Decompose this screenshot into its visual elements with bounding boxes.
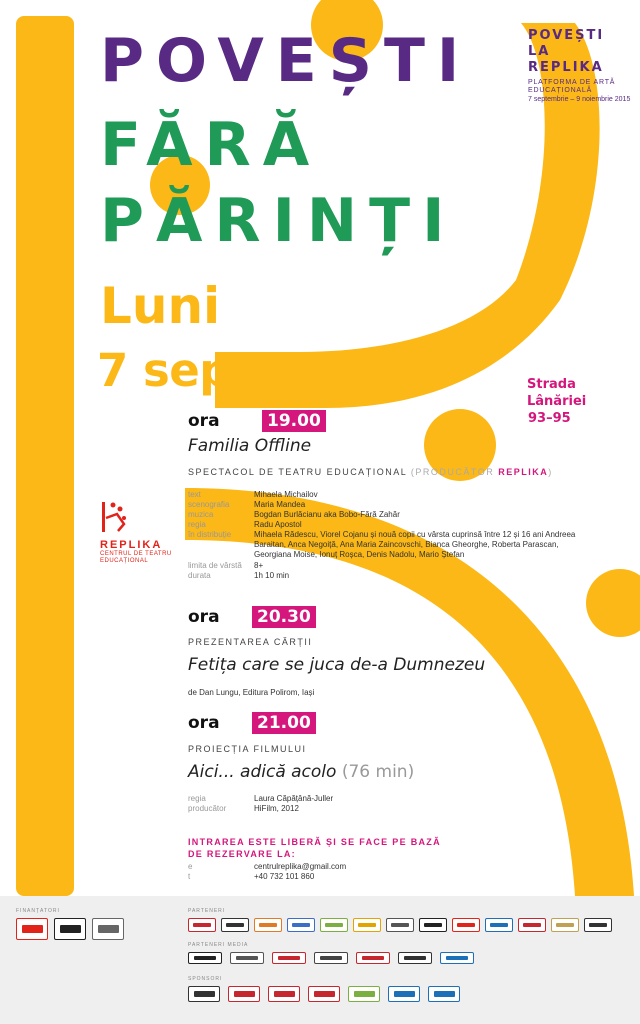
sponsor-logo — [188, 986, 220, 1002]
credit-label: scenografia — [188, 500, 230, 509]
address-street: Strada Lânăriei — [527, 377, 587, 409]
event-2-byline: de Dan Lungu, Editura Polirom, Iași — [188, 688, 315, 697]
event-1-time-row — [188, 410, 326, 432]
title-line-3: PĂRINȚI — [100, 186, 457, 256]
media-partner-logo-mark — [278, 956, 300, 960]
partner-logo — [320, 918, 348, 932]
media-partner-logo-mark — [446, 956, 468, 960]
partner-logo-mark — [556, 923, 574, 928]
sponsor-logo — [388, 986, 420, 1002]
partner-logo-mark — [292, 923, 310, 928]
event-1-producer-name: REPLIKA — [498, 467, 549, 477]
event-3-title: Aici... adică acolo — [188, 762, 337, 782]
partner-logo — [419, 918, 447, 932]
media-partner-logo-mark — [236, 956, 258, 960]
partner-logo — [353, 918, 381, 932]
event-3-time-row — [188, 712, 316, 734]
brand-dates: 7 septembrie – 9 noiembrie 2015 — [528, 96, 631, 103]
credit-label: regia — [188, 794, 206, 803]
media-partner-logo — [230, 952, 264, 964]
sponsor-logo — [428, 986, 460, 1002]
media-partner-logo-mark — [404, 956, 426, 960]
credit-row — [188, 530, 584, 560]
credit-label: producător — [188, 804, 227, 813]
sponsor-logo-mark — [274, 991, 295, 997]
event-2-ora-label: ora — [188, 607, 220, 627]
credit-label: în distribuție — [188, 530, 232, 539]
parteneri-media-label: PARTENERI MEDIA — [188, 942, 249, 948]
festival-brand — [528, 28, 638, 104]
event-3-credits — [188, 794, 584, 814]
partner-logo-mark — [358, 923, 376, 928]
date-label: 7 septembrie — [97, 344, 427, 397]
credit-label: limita de vârstă — [188, 561, 242, 570]
partner-logo-mark — [193, 923, 211, 928]
credit-label: durata — [188, 571, 211, 580]
funder-logo-mark — [22, 925, 43, 933]
sponsor-logo — [348, 986, 380, 1002]
partner-logo — [584, 918, 612, 932]
brand-line-3: REPLIKA — [528, 60, 604, 75]
sponsor-logo-mark — [434, 991, 455, 997]
brand-line-2: LA — [528, 44, 551, 59]
credit-value: Laura Căpățână-Juller — [254, 794, 334, 803]
event-3-title-row — [188, 762, 414, 782]
replika-logo — [100, 500, 180, 565]
partner-logo-mark — [490, 923, 508, 928]
credit-row — [188, 561, 584, 571]
sponsori-label: SPONSORI — [188, 976, 223, 982]
title-line-2: FĂRĂ — [100, 110, 322, 180]
event-1-ora-label: ora — [188, 411, 220, 431]
day-label: Luni — [100, 277, 221, 335]
event-2-title: Fetița care se juca de-a Dumnezeu — [188, 655, 486, 675]
credit-value: Radu Apostol — [254, 520, 302, 529]
credit-row — [188, 804, 584, 814]
credit-row — [188, 794, 584, 804]
phone-label: t — [188, 872, 191, 881]
event-3-time-badge: 21.00 — [252, 712, 316, 734]
sponsor-logo — [268, 986, 300, 1002]
phone-row — [188, 872, 584, 882]
venue-address — [527, 376, 637, 427]
credit-row — [188, 490, 584, 500]
address-number: 93–95 — [528, 411, 571, 426]
partner-logo — [551, 918, 579, 932]
partner-logo-mark — [391, 923, 409, 928]
partner-logo-mark — [523, 923, 541, 928]
parteneri-label: PARTENERI — [188, 908, 226, 914]
credit-row — [188, 520, 584, 530]
credit-row — [188, 510, 584, 520]
partner-logo — [188, 918, 216, 932]
email-label: e — [188, 862, 193, 871]
left-vertical-bar — [16, 16, 74, 896]
logo-subtitle-2: EDUCAȚIONAL — [100, 558, 149, 564]
event-3-subtitle: PROIECȚIA FILMULUI — [188, 744, 307, 754]
media-partner-logo — [188, 952, 222, 964]
partner-logo-mark — [457, 923, 475, 928]
credit-value: Mihaela Michailov — [254, 490, 318, 499]
brand-subtitle-2: EDUCAȚIONALĂ — [528, 87, 593, 94]
contact-rows — [188, 862, 584, 882]
partner-logo — [452, 918, 480, 932]
entry-line-2: DE REZERVARE LA: — [188, 849, 296, 859]
event-1-subtitle-row — [188, 467, 553, 477]
finantatori-label: FINANȚATORI — [16, 908, 60, 914]
logo-subtitle-1: CENTRUL DE TEATRU — [100, 551, 172, 557]
event-1-producer-close: ) — [548, 467, 553, 477]
event-2-time-row — [188, 606, 316, 628]
partner-logo-mark — [259, 923, 277, 928]
event-1-time-badge: 19.00 — [262, 410, 326, 432]
event-1-producer-open: (PRODUCĂTOR — [410, 467, 499, 477]
partner-logo — [254, 918, 282, 932]
event-2-subtitle: PREZENTAREA CĂRȚII — [188, 637, 313, 647]
brand-subtitle-1: PLATFORMA DE ARTĂ — [528, 79, 616, 86]
partner-logo-mark — [226, 923, 244, 928]
entry-info — [188, 836, 584, 882]
media-partner-logo-mark — [362, 956, 384, 960]
partner-logo-mark — [424, 923, 442, 928]
sponsor-logo-mark — [354, 991, 375, 997]
sponsor-logo-mark — [194, 991, 215, 997]
brand-line-1: POVEȘTI — [528, 28, 605, 43]
partner-logo — [518, 918, 546, 932]
media-partner-logo-mark — [320, 956, 342, 960]
title-line-1: POVEȘTI — [100, 26, 472, 96]
credit-value: Mihaela Rădescu, Viorel Cojanu și nouă copii cu vârsta cuprinsă între 12 și 16 ani Andreea Baraitan, Anca Negoiță, Ana Maria Zaincovschi, Bianca Gheorghe, Roberta Parascan, Georgiana Moise, Ionuț Roșca, Denis Nadolu, Mario Ștefan — [254, 530, 576, 559]
credit-row — [188, 500, 584, 510]
credit-label: muzica — [188, 510, 214, 519]
credit-label: text — [188, 490, 201, 499]
sponsor-logo — [308, 986, 340, 1002]
event-1-subtitle: SPECTACOL DE TEATRU EDUCAȚIONAL — [188, 467, 407, 477]
email-row — [188, 862, 584, 872]
sponsor-logo-mark — [394, 991, 415, 997]
credit-value: 1h 10 min — [254, 571, 290, 580]
phone-value[interactable]: +40 732 101 860 — [254, 872, 315, 881]
credit-value: Maria Mandea — [254, 500, 306, 509]
partner-logo-mark — [589, 923, 607, 928]
media-partner-logo — [314, 952, 348, 964]
funder-logo — [54, 918, 86, 940]
replika-mark-icon — [100, 500, 130, 534]
partner-logo — [221, 918, 249, 932]
media-partner-logo-mark — [194, 956, 216, 960]
funder-logo-mark — [98, 925, 119, 933]
funder-logo — [16, 918, 48, 940]
event-1-credits — [188, 490, 584, 581]
credit-row — [188, 571, 584, 581]
right-edge-circle — [586, 569, 640, 637]
credit-label: regia — [188, 520, 206, 529]
entry-line-1: INTRAREA ESTE LIBERĂ ȘI SE FACE PE BAZĂ — [188, 837, 441, 847]
funder-logo-mark — [60, 925, 81, 933]
media-partner-logo — [440, 952, 474, 964]
event-2-time-badge: 20.30 — [252, 606, 316, 628]
sponsor-logo — [228, 986, 260, 1002]
media-partner-logo — [356, 952, 390, 964]
sponsor-logo-mark — [314, 991, 335, 997]
media-partner-logo — [398, 952, 432, 964]
logo-name: REPLIKA — [100, 539, 163, 551]
event-3-duration: (76 min) — [341, 762, 415, 782]
partner-logo — [287, 918, 315, 932]
event-1-title: Familia Offline — [188, 436, 312, 456]
credit-value: HiFilm, 2012 — [254, 804, 299, 813]
credit-value: Bogdan Burlăcianu aka Bobo-Fără Zahăr — [254, 510, 400, 519]
sponsors-strip — [0, 896, 640, 1024]
email-value[interactable]: centrulreplika@gmail.com — [254, 862, 347, 871]
partner-logo — [386, 918, 414, 932]
media-partner-logo — [272, 952, 306, 964]
event-3-ora-label: ora — [188, 713, 220, 733]
partner-logo-mark — [325, 923, 343, 928]
partner-logo — [485, 918, 513, 932]
funder-logo — [92, 918, 124, 940]
sponsor-logo-mark — [234, 991, 255, 997]
credit-value: 8+ — [254, 561, 264, 570]
